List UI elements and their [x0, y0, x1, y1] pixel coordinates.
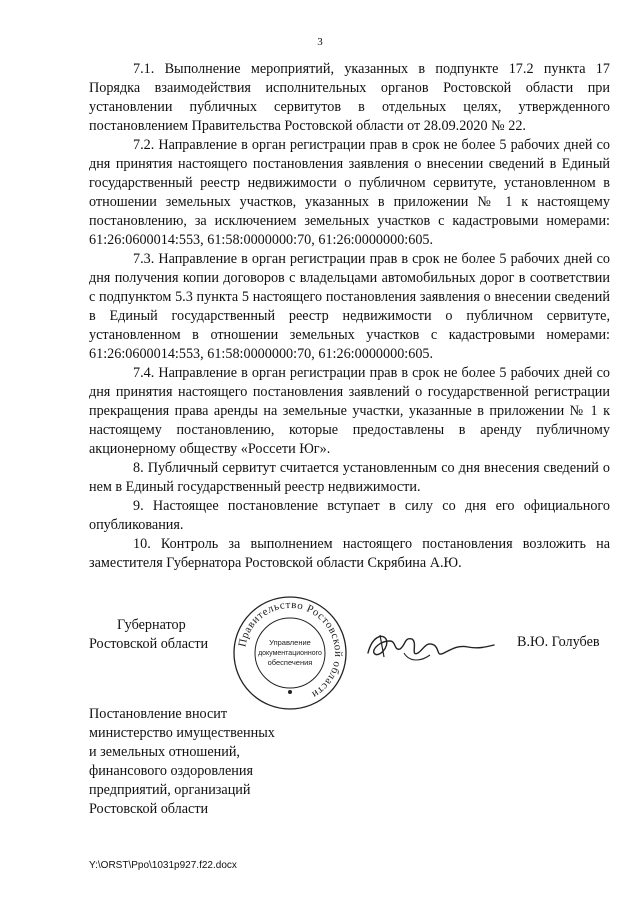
file-path: Y:\ORST\Ppo\1031p927.f22.docx	[89, 860, 237, 871]
submitter-line: и земельных отношений,	[89, 744, 240, 760]
paragraph-7-1: 7.1. Выполнение мероприятий, указанных в подпункте 17.2 пункта 17 Порядка взаимодействия исполнительных органов Ростовской области при установлении публичных сервитутов в отдельных целях, утвержденного постановлением Правительства Ростовской области от 28.09.2020 № 22.	[89, 61, 610, 134]
paragraph-8: 8. Публичный сервитут считается установленным со дня внесения сведений о нем в Единый государственный реестр недвижимости.	[89, 460, 610, 495]
handwritten-signature	[360, 623, 500, 673]
paragraph-9: 9. Настоящее постановление вступает в силу со дня его официального опубликования.	[89, 498, 610, 533]
paragraph-7-3: 7.3. Направление в орган регистрации прав в срок не более 5 рабочих дней со дня получения копии договоров с владельцами автомобильных дорог в соответствии с подпунктом 5.3 пункта 5 настоящего постановления заявления о внесении сведений в Единый государственный реестр недвижимости о публичном сервитуте, установленном в отношении земельных участков с кадастровыми номерами: 61:26:0600014:553, 61:58:0000000:70, 61:26:0000000:605.	[89, 251, 610, 362]
paragraph-10: 10. Контроль за выполнением настоящего постановления возложить на заместителя Губернатора Ростовской области Скрябина А.Ю.	[89, 536, 610, 571]
submitter-line: Постановление вносит	[89, 706, 228, 722]
signer-name: В.Ю. Голубев	[517, 634, 600, 650]
official-seal	[230, 593, 350, 713]
submitter-line: министерство имущественных	[89, 725, 275, 741]
signer-title-line2: Ростовской области	[89, 636, 209, 652]
seal-ring-text: Правительство Ростовской области	[236, 598, 345, 701]
seal-center-line2: документационного	[258, 650, 322, 657]
page-number: 3	[317, 36, 323, 48]
submitter-line: предприятий, организаций	[89, 782, 251, 798]
seal-center-line3: обеспечения	[267, 658, 313, 667]
seal-center-line1: Управление	[269, 638, 311, 647]
submitter-note	[89, 705, 275, 819]
paragraph-7-4: 7.4. Направление в орган регистрации прав в срок не более 5 рабочих дней со дня принятия настоящего постановления заявлений о государственной регистрации прекращения права аренды на земельные участки, указанные в приложении № 1 к настоящему постановлению, которые предоставлены в аренду публичному акционерному обществу «Россети Юг».	[89, 365, 610, 457]
signature-block	[0, 598, 640, 705]
paragraph-7-2: 7.2. Направление в орган регистрации прав в срок не более 5 рабочих дней со дня принятия настоящего постановления заявления о внесении сведений в Единый государственный реестр недвижимости о публичном сервитуте, установленном в отношении земельных участков, указанных в приложении № 1 к настоящему постановлению, за исключением земельных участков с кадастровыми номерами: 61:26:0600014:553, 61:58:0000000:70, 61:26:0000000:605.	[89, 137, 610, 248]
submitter-line: финансового оздоровления	[89, 763, 254, 779]
signer-title	[89, 616, 208, 654]
document-body	[89, 60, 610, 573]
signer-title-line1: Губернатор	[117, 617, 186, 633]
submitter-line: Ростовской области	[89, 801, 209, 817]
